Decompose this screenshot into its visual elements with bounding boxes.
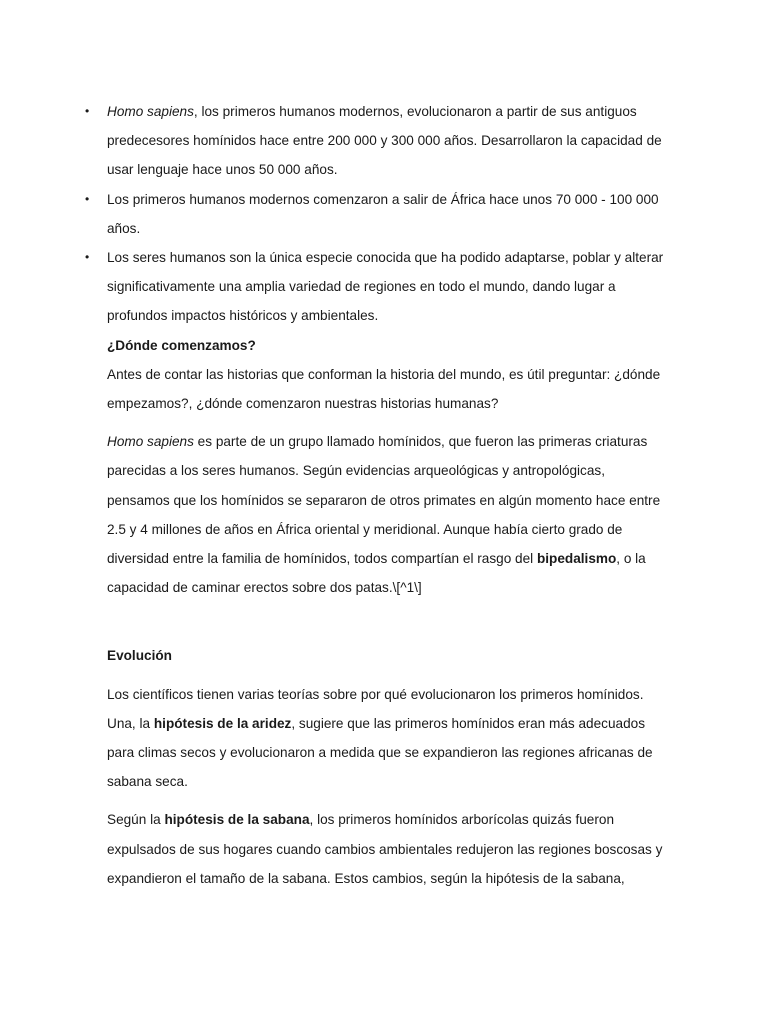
list-item-text: Los seres humanos son la única especie conocida que ha podido adaptarse, poblar y alterar significativamente una amplia variedad de regiones en todo el mundo, dando lugar a profundos impactos históricos y ambientales. bbox=[107, 250, 664, 324]
term-savanna-hypothesis: hipótesis de la sabana bbox=[164, 812, 310, 828]
term-bipedalismo: bipedalismo bbox=[536, 551, 617, 567]
section-heading-evolucion: Evolución bbox=[107, 648, 172, 664]
paragraph-text: es parte de un grupo llamado homínidos, que fueron las primeras criaturas parecidas a los seres humanos. Según evidencias arqueológicas y antropológicas, pensamos que los homínidos se separaron de otros primates en algún momento hace entre 2.5 y 4 millones de años en África oriental y meridional. Aunque había cierto grado de diversidad entre la familia de homínidos, todos compartían el rasgo del bbox=[107, 434, 661, 567]
bullet-list bbox=[85, 97, 667, 331]
bullet-icon: • bbox=[85, 250, 90, 265]
list-item bbox=[85, 185, 667, 243]
bullet-icon: • bbox=[85, 104, 90, 118]
paragraph-text: , los primeros homínidos arborícolas quizás fueron expulsados de sus hogares cuando cambios ambientales redujeron las regiones boscosas y expandieron el tamaño de la sabana. Estos cambios, según la hipótesis de la sabana, bbox=[107, 812, 663, 886]
term-aridity-hypothesis: hipótesis de la aridez bbox=[153, 715, 292, 731]
section-heading-donde: ¿Dónde comenzamos? bbox=[107, 337, 256, 353]
list-item-text: Los primeros humanos modernos comenzaron a salir de África hace unos 70 000 - 100 000 años. bbox=[107, 191, 659, 236]
hominid-paragraph bbox=[107, 427, 667, 602]
list-item-text: , los primeros humanos modernos, evolucionaron a partir de sus antiguos predecesores homínidos hace entre 200 000 y 300 000 años. Desarrollaron la capacidad de usar lenguaje hace unos 50 000 años. bbox=[107, 104, 662, 178]
aridity-paragraph bbox=[107, 680, 667, 797]
bullet-icon: • bbox=[85, 191, 90, 206]
list-item bbox=[85, 97, 667, 185]
intro-paragraph: Antes de contar las historias que conforman la historia del mundo, es útil preguntar: ¿dónde empezamos?, ¿dónde comenzaron nuestras historias humanas? bbox=[107, 366, 661, 412]
species-name: Homo sapiens bbox=[107, 104, 194, 119]
list-item bbox=[85, 243, 667, 331]
paragraph-text: Según la bbox=[107, 812, 165, 828]
species-name: Homo sapiens bbox=[107, 434, 194, 450]
savanna-paragraph bbox=[107, 805, 667, 893]
paragraph-text: Los científicos tienen varias teorías sobre por qué evolucionaron los primeros homínidos. Una, la bbox=[107, 686, 644, 731]
paragraph-text: , o la capacidad de caminar erectos sobre dos patas.\[^1\] bbox=[107, 551, 646, 596]
document-body bbox=[85, 97, 667, 893]
paragraph-text: , sugiere que las primeros homínidos eran más adecuados para climas secos y evolucionaron a medida que se expandieron las regiones africanas de sabana seca. bbox=[107, 715, 653, 790]
